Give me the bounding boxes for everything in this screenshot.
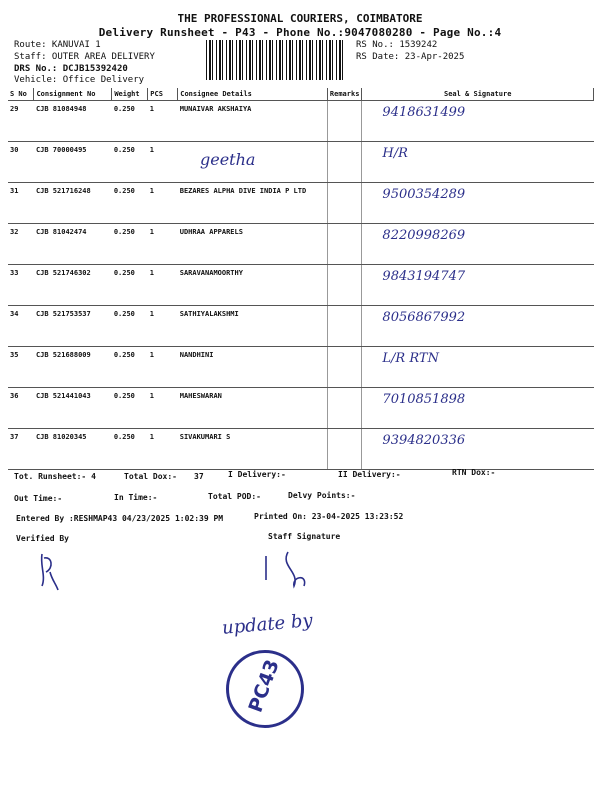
table-row xyxy=(8,306,594,347)
consignment-cell: CJB 521753537 xyxy=(34,306,112,347)
delvy-points: Delvy Points:- xyxy=(288,491,356,500)
consignee-cell: BEZARES ALPHA DIVE INDIA P LTD xyxy=(178,183,328,224)
consignment-cell: CJB 70000495 xyxy=(34,142,112,183)
weight-cell: 0.250 xyxy=(112,142,148,183)
weight-cell: 0.250 xyxy=(112,101,148,142)
pcs-cell: 1 xyxy=(148,265,178,306)
consignment-cell: CJB 521716248 xyxy=(34,183,112,224)
remarks-cell xyxy=(327,183,362,224)
staff-label: Staff: OUTER AREA DELIVERY xyxy=(14,52,155,62)
pcs-cell: 1 xyxy=(148,347,178,388)
pcs-cell: 1 xyxy=(148,429,178,470)
remarks-cell xyxy=(327,306,362,347)
table-row xyxy=(8,224,594,265)
seal-signature-cell: 8056867992 xyxy=(362,306,594,347)
table-row xyxy=(8,265,594,306)
entered-by: Entered By :RESHMAP43 04/23/2025 1:02:39 PM xyxy=(16,514,224,523)
weight-cell: 0.250 xyxy=(112,183,148,224)
seal-signature-cell: 9418631499 xyxy=(362,101,594,142)
consignee-cell: SIVAKUMARI S xyxy=(178,429,328,470)
table-row xyxy=(8,183,594,224)
in-time: In Time:- xyxy=(114,493,158,502)
sno-cell: 30 xyxy=(8,142,34,183)
sno-cell: 33 xyxy=(8,265,34,306)
sno-cell: 31 xyxy=(8,183,34,224)
staff-signature-label: Staff Signature xyxy=(268,532,341,541)
pc43-stamp xyxy=(226,650,304,728)
seal-signature-cell: 9394820336 xyxy=(362,429,594,470)
rs-date: RS Date: 23-Apr-2025 xyxy=(356,52,465,62)
staff-signature-mark xyxy=(258,546,328,590)
remarks-cell xyxy=(327,347,362,388)
stamp-text: PC43 xyxy=(244,656,284,716)
table-row xyxy=(8,388,594,429)
table-row xyxy=(8,101,594,142)
pcs-cell: 1 xyxy=(148,306,178,347)
sno-cell: 32 xyxy=(8,224,34,265)
remarks-cell xyxy=(327,224,362,265)
remarks-cell xyxy=(327,265,362,306)
seal-signature-cell: H/R xyxy=(362,142,594,183)
col-pcs: PCS xyxy=(148,88,178,101)
seal-signature-cell: 8220998269 xyxy=(362,224,594,265)
handwritten-consignee-geetha: geetha xyxy=(200,150,256,169)
remarks-cell xyxy=(327,429,362,470)
consignee-cell: SARAVANAMOORTHY xyxy=(178,265,328,306)
col-remarks: Remarks xyxy=(327,88,362,101)
weight-cell: 0.250 xyxy=(112,224,148,265)
consignment-cell: CJB 81042474 xyxy=(34,224,112,265)
consignment-cell: CJB 521441043 xyxy=(34,388,112,429)
sno-cell: 29 xyxy=(8,101,34,142)
pcs-cell: 1 xyxy=(148,224,178,265)
col-consignment: Consignment No xyxy=(34,88,112,101)
consignee-cell: SATHIYALAKSHMI xyxy=(178,306,328,347)
sno-cell: 34 xyxy=(8,306,34,347)
table-row xyxy=(8,429,594,470)
weight-cell: 0.250 xyxy=(112,306,148,347)
runsheet-table xyxy=(8,88,594,470)
rtn-dox: RTN Dox:- xyxy=(452,468,496,477)
route-label: Route: KANUVAI 1 xyxy=(14,40,101,50)
verified-by-label: Verified By xyxy=(16,534,69,543)
consignee-cell: MUNAIVAR AKSHAIYA xyxy=(178,101,328,142)
consignment-cell: CJB 521688009 xyxy=(34,347,112,388)
runsheet-title: Delivery Runsheet - P43 - Phone No.:9047080280 - Page No.:4 xyxy=(98,26,502,39)
total-dox-value: 37 xyxy=(194,472,204,481)
barcode xyxy=(206,40,346,80)
consignment-cell: CJB 521746302 xyxy=(34,265,112,306)
update-by-note: update by xyxy=(221,610,314,639)
col-seal: Seal & Signature xyxy=(362,88,594,101)
remarks-cell xyxy=(327,388,362,429)
seal-signature-cell: L/R RTN xyxy=(362,347,594,388)
consignee-cell: MAHESWARAN xyxy=(178,388,328,429)
consignee-cell: NANDHINI xyxy=(178,347,328,388)
pcs-cell: 1 xyxy=(148,183,178,224)
out-time: Out Time:- xyxy=(14,494,63,503)
table-row xyxy=(8,347,594,388)
company-name: THE PROFESSIONAL COURIERS, COIMBATORE xyxy=(177,12,423,25)
col-consignee: Consignee Details xyxy=(178,88,328,101)
consignee-cell: UDHRAA APPARELS xyxy=(178,224,328,265)
weight-cell: 0.250 xyxy=(112,265,148,306)
seal-signature-cell: 9843194747 xyxy=(362,265,594,306)
printed-on: Printed On: 23-04-2025 13:23:52 xyxy=(254,512,404,521)
col-sno: S No xyxy=(8,88,34,101)
ii-delivery: II Delivery:- xyxy=(338,470,401,479)
verified-signature-mark xyxy=(30,546,90,596)
weight-cell: 0.250 xyxy=(112,388,148,429)
weight-cell: 0.250 xyxy=(112,347,148,388)
col-weight: Weight xyxy=(112,88,148,101)
drs-label: DRS No.: DCJB15392420 xyxy=(14,64,128,74)
rs-no: RS No.: 1539242 xyxy=(356,40,438,50)
total-dox: Total Dox:- xyxy=(124,472,177,481)
i-delivery: I Delivery:- xyxy=(228,470,286,479)
seal-signature-cell: 9500354289 xyxy=(362,183,594,224)
consignment-cell: CJB 81084948 xyxy=(34,101,112,142)
pcs-cell: 1 xyxy=(148,388,178,429)
pcs-cell: 1 xyxy=(148,142,178,183)
pcs-cell: 1 xyxy=(148,101,178,142)
consignment-cell: CJB 81020345 xyxy=(34,429,112,470)
remarks-cell xyxy=(327,142,362,183)
sno-cell: 35 xyxy=(8,347,34,388)
seal-signature-cell: 7010851898 xyxy=(362,388,594,429)
remarks-cell xyxy=(327,101,362,142)
table-header-row xyxy=(8,88,594,101)
tot-runsheet: Tot. Runsheet:- 4 xyxy=(14,472,96,481)
total-pod: Total POD:- xyxy=(208,492,261,501)
table-row xyxy=(8,142,594,183)
weight-cell: 0.250 xyxy=(112,429,148,470)
sno-cell: 37 xyxy=(8,429,34,470)
sno-cell: 36 xyxy=(8,388,34,429)
vehicle-label: Vehicle: Office Delivery xyxy=(14,75,145,85)
